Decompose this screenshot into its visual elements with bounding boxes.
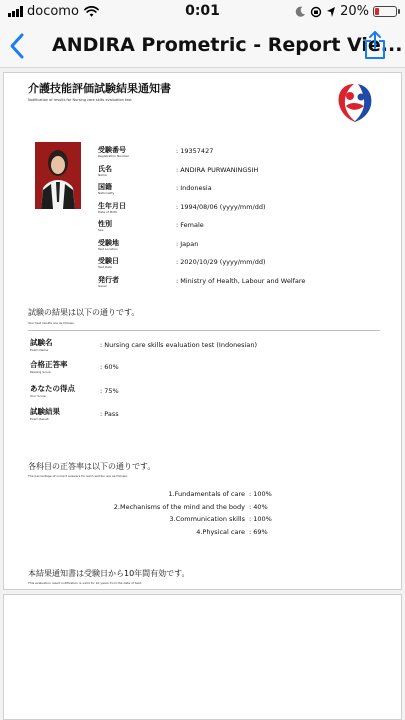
battery-icon — [373, 6, 397, 17]
field-sex — [98, 219, 398, 238]
battery-level — [375, 8, 379, 15]
field-issuer — [98, 275, 398, 294]
field-label-en: Test Date — [98, 265, 113, 269]
validity-note-en: This evaluation result notification is valid for 10 years from the date of test. — [28, 581, 142, 585]
field-label-jp: 国籍 — [98, 183, 112, 191]
field-label-jp: 受験日 — [98, 257, 119, 265]
field-label-jp: 発行者 — [98, 275, 119, 284]
subject-name: 4.Physical care — [196, 527, 245, 536]
field-label-en: Date of Birth — [98, 209, 118, 214]
battery-percent: 20% — [340, 4, 369, 19]
result-passing-score — [30, 359, 370, 381]
validity-note: 本結果通知書は受験日から10年間有効です。 — [28, 569, 190, 578]
orientation-lock-icon — [310, 6, 322, 18]
field-value: : Japan — [176, 239, 199, 248]
result-exam-result — [30, 406, 370, 428]
subject-name: 2.Mechanisms of the mind and the body — [113, 502, 245, 511]
subjects-heading: 各科目の正答率は以下の通りです。 — [28, 462, 156, 471]
document-subtitle: Notification of results for Nursing care skills evaluation test — [28, 98, 132, 102]
result-label-jp: あなたの得点 — [30, 384, 75, 393]
field-name — [98, 164, 398, 183]
pdf-page[interactable] — [3, 72, 402, 590]
results-heading-en: Your test results are as follows. — [28, 321, 75, 325]
field-registration-number — [98, 145, 398, 164]
field-label-en: Registration Number — [98, 154, 130, 158]
subject-scores — [104, 488, 354, 538]
result-value: : 75% — [100, 387, 119, 395]
subject-score: : 100% — [249, 515, 272, 524]
result-label-jp: 合格正答率 — [30, 360, 68, 369]
divider — [28, 330, 380, 331]
field-value: : 19357427 — [176, 147, 214, 155]
pdf-page-2[interactable] — [3, 594, 402, 720]
location-icon — [326, 6, 336, 18]
share-icon[interactable] — [363, 30, 387, 60]
page-title: ANDIRA Prometric - Report Vie... — [52, 34, 403, 56]
field-date-of-birth — [98, 201, 398, 220]
field-value: : 2020/10/29 (yyyy/mm/dd) — [176, 258, 266, 266]
navigation-bar — [0, 24, 405, 68]
subject-name: 3.Communication skills — [169, 515, 245, 524]
moon-icon — [295, 6, 306, 17]
field-label-jp: 生年月日 — [98, 201, 126, 210]
field-label-jp: 受験地 — [98, 238, 119, 247]
field-test-location — [98, 238, 398, 257]
field-label-en: Test Location — [98, 246, 118, 251]
results-heading: 試験の結果は以下の通りです。 — [28, 308, 140, 317]
result-label-en: Passing Score — [30, 370, 51, 374]
result-exam-name — [30, 337, 370, 359]
status-right — [295, 4, 397, 19]
subject-row — [104, 501, 354, 514]
subjects-heading-en: The percentage of correct answers for each section are as follows. — [28, 474, 128, 478]
field-nationality — [98, 182, 398, 201]
result-label-jp: 試験名 — [30, 338, 53, 347]
subject-row — [104, 526, 354, 539]
field-value: : 1994/08/06 (yyyy/mm/dd) — [176, 202, 266, 211]
subject-row — [104, 513, 354, 526]
back-chevron-icon[interactable] — [6, 30, 30, 62]
result-label-en: Your Score — [30, 394, 46, 398]
field-test-date — [98, 256, 398, 275]
field-value: : ANDIRA PURWANINGSIH — [176, 165, 259, 174]
status-bar — [0, 0, 405, 24]
applicant-details — [98, 145, 398, 293]
ministry-logo — [334, 80, 376, 126]
field-label-jp: 性別 — [98, 220, 112, 228]
field-label-en: Issuer — [98, 283, 107, 288]
field-value: : Ministry of Health, Labour and Welfare — [176, 276, 306, 285]
result-label-en: Exam Result — [30, 417, 49, 421]
subject-score: : 40% — [249, 502, 268, 511]
result-label-en: Exam Name — [30, 348, 49, 352]
subject-score: : 69% — [249, 527, 268, 536]
field-value: : Indonesia — [176, 184, 212, 192]
field-label-en: Sex — [98, 228, 104, 232]
field-label-jp: 氏名 — [98, 164, 112, 173]
subject-name: 1.Fundamentals of care — [168, 490, 245, 499]
result-label-jp: 試験結果 — [30, 407, 60, 416]
document-title: 介護技能評価試験結果通知書 — [28, 82, 171, 95]
status-time: 0:01 — [185, 3, 220, 19]
result-value: : Nursing care skills evaluation test (Indonesian) — [100, 341, 258, 349]
result-your-score — [30, 383, 370, 405]
carrier-label: docomo — [27, 4, 79, 19]
subject-row — [104, 488, 354, 501]
field-label-en: Nationality — [98, 191, 115, 195]
applicant-photo — [35, 142, 81, 209]
subject-score: : 100% — [249, 490, 272, 499]
result-value: : Pass — [100, 410, 119, 418]
field-label-jp: 受験番号 — [98, 146, 126, 154]
field-label-en: Name — [98, 172, 107, 177]
result-value: : 60% — [100, 363, 119, 371]
field-value: : Female — [176, 221, 204, 229]
